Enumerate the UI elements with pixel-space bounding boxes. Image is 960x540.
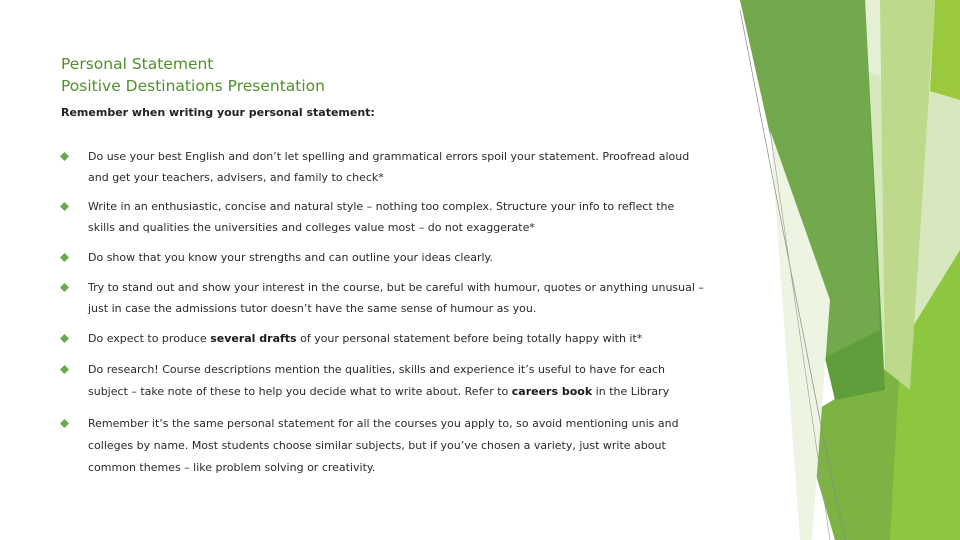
- diamond-bullet-icon: [60, 152, 69, 161]
- diamond-bullet-icon: [60, 419, 69, 428]
- bullet-item: [60, 277, 750, 319]
- bullet-item: [60, 359, 750, 403]
- bullet-item: [60, 196, 750, 238]
- title-line-1: Personal Statement: [61, 55, 214, 73]
- diamond-bullet-icon: [60, 365, 69, 374]
- bullet-text: [88, 359, 750, 403]
- bullet-text: Write in an enthusiastic, concise and natural style – nothing too complex. Structure your info to reflect the skills and qualities the universities and colleges value most – do not exaggerate*: [88, 200, 675, 234]
- bullet-text-part: Do research! Course descriptions mention the qualities, skills and experience it’s useful to have for each subject – take note of these to help you decide what to write about. Refer to: [88, 363, 666, 398]
- bullet-item: [60, 146, 750, 188]
- bullet-text-part: Do expect to produce: [88, 332, 211, 345]
- title-line-2: Positive Destinations Presentation: [61, 77, 325, 95]
- bullet-text: Try to stand out and show your interest in the course, but be careful with humour, quotes or anything unusual – just in case the admissions tutor doesn’t have the same sense of humour as you.: [88, 281, 704, 315]
- bullet-item: [60, 247, 750, 268]
- bullet-text-part: of your personal statement before being totally happy with it*: [296, 332, 643, 345]
- bullet-text: Do show that you know your strengths and can outline your ideas clearly.: [88, 251, 493, 264]
- bullet-item: [60, 328, 750, 349]
- bullet-item: [60, 413, 750, 479]
- bullet-text: [88, 328, 750, 349]
- diamond-bullet-icon: [60, 283, 69, 292]
- bullet-text: Remember it’s the same personal statement for all the courses you apply to, so avoid mentioning unis and colleges by name. Most students choose similar subjects, but if you’ve chosen a variety, just write about common themes – like problem solving or creativity.: [88, 417, 679, 474]
- bullet-bold-phrase: careers book: [511, 385, 593, 398]
- diamond-bullet-icon: [60, 202, 69, 211]
- intro-heading: Remember when writing your personal statement:: [61, 106, 375, 119]
- slide-title: [61, 53, 325, 97]
- bullet-text: Do use your best English and don’t let spelling and grammatical errors spoil your statement. Proofread aloud and get your teachers, advisers, and family to check*: [88, 150, 690, 184]
- bullet-text-part: in the Library: [592, 385, 670, 398]
- diamond-bullet-icon: [60, 334, 69, 343]
- bullet-bold-phrase: several drafts: [210, 332, 297, 345]
- diamond-bullet-icon: [60, 253, 69, 262]
